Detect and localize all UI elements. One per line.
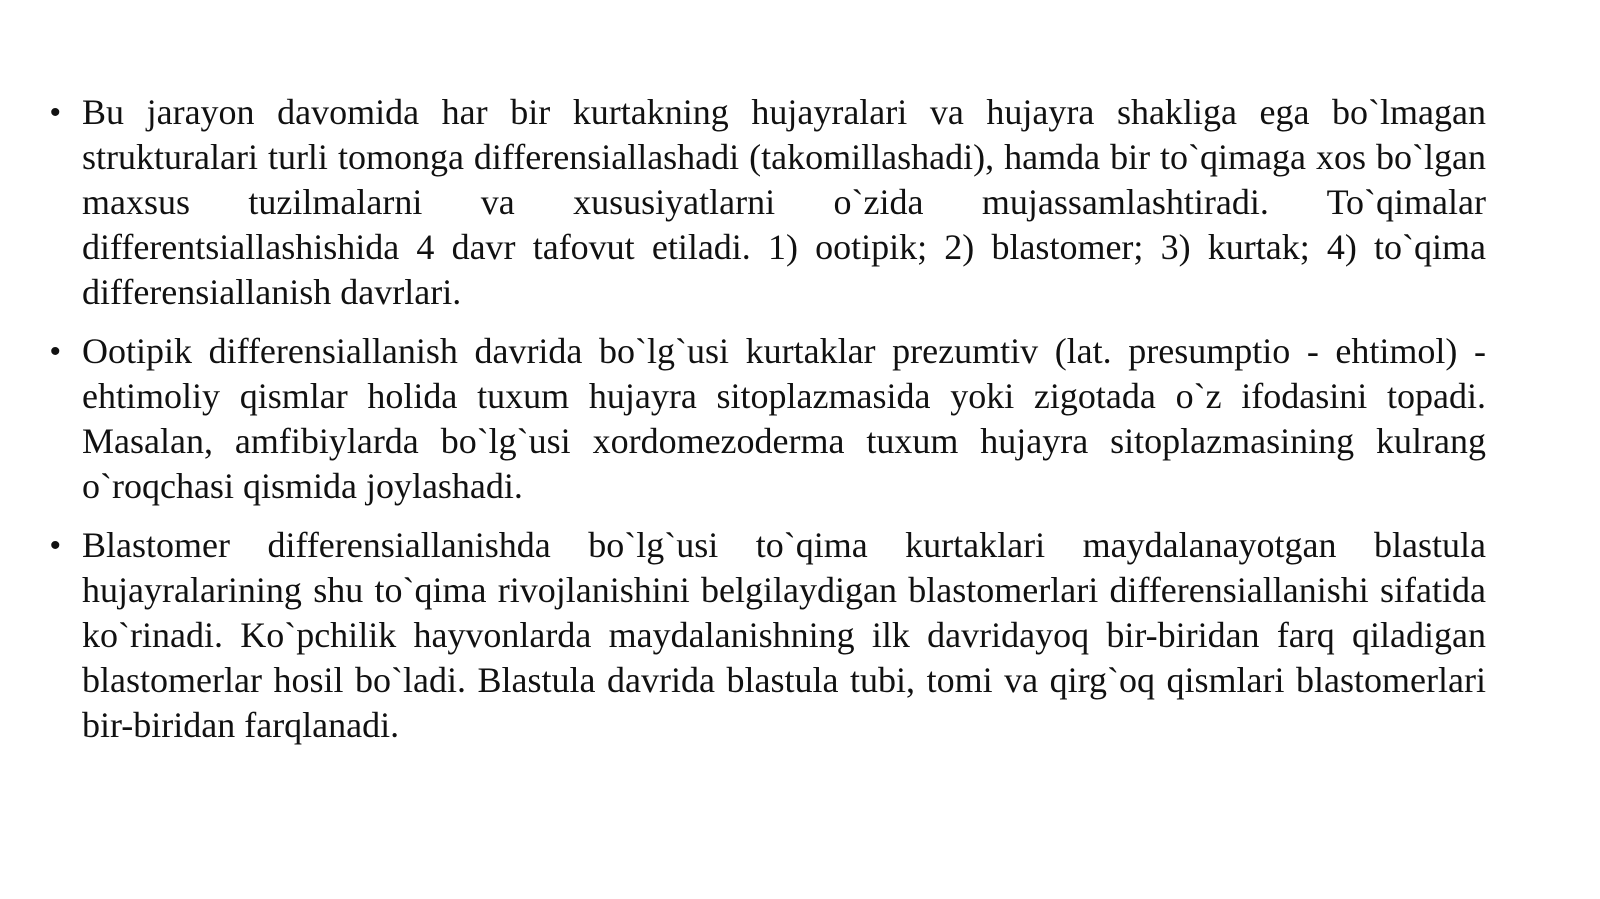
bullet-text-1: Bu jarayon davomida har bir kurtakning hujayralari va hujayra shakliga ega bo`lmagan strukturalari turli tomonga differensiallashadi (takomillashadi), hamda bir to`qimaga xos bo`lgan maxsus tuzilmalarni va xususiyatlarni o`zida mujassamlashtiradi. To`qimalar differentsiallashishida 4 davr tafovut etiladi. 1) ootipik; 2) blastomer; 3) kurtak; 4) to`qima differensiallanish davrlari. bbox=[82, 92, 1486, 312]
bullet-marker-icon: • bbox=[50, 529, 61, 562]
bullet-list bbox=[50, 90, 1486, 748]
bullet-item-1 bbox=[50, 90, 1486, 315]
bullet-text-2: Ootipik differensiallanish davrida bo`lg`usi kurtaklar prezumtiv (lat. presumptio - ehtimol) - ehtimoliy qismlar holida tuxum hujayra sitoplazmasida yoki zigotada o`z ifodasini topadi. Masalan, amfibiylarda bo`lg`usi xordomezoderma tuxum hujayra sitoplazmasining kulrang o`roqchasi qismida joylashadi. bbox=[82, 331, 1486, 506]
slide-content bbox=[50, 90, 1486, 762]
bullet-marker-icon: • bbox=[50, 335, 61, 368]
bullet-marker-icon: • bbox=[50, 96, 61, 129]
bullet-text-3: Blastomer differensiallanishda bo`lg`usi to`qima kurtaklari maydalanayotgan blastula hujayralarining shu to`qima rivojlanishini belgilaydigan blastomerlari differensiallanishi sifatida ko`rinadi. Ko`pchilik hayvonlarda maydalanishning ilk davridayoq bir-biridan farq qiladigan blastomerlar hosil bo`ladi. Blastula davrida blastula tubi, tomi va qirg`oq qismlari blastomerlari bir-biridan farqlanadi. bbox=[82, 525, 1486, 745]
bullet-item-3 bbox=[50, 523, 1486, 748]
bullet-item-2 bbox=[50, 329, 1486, 509]
